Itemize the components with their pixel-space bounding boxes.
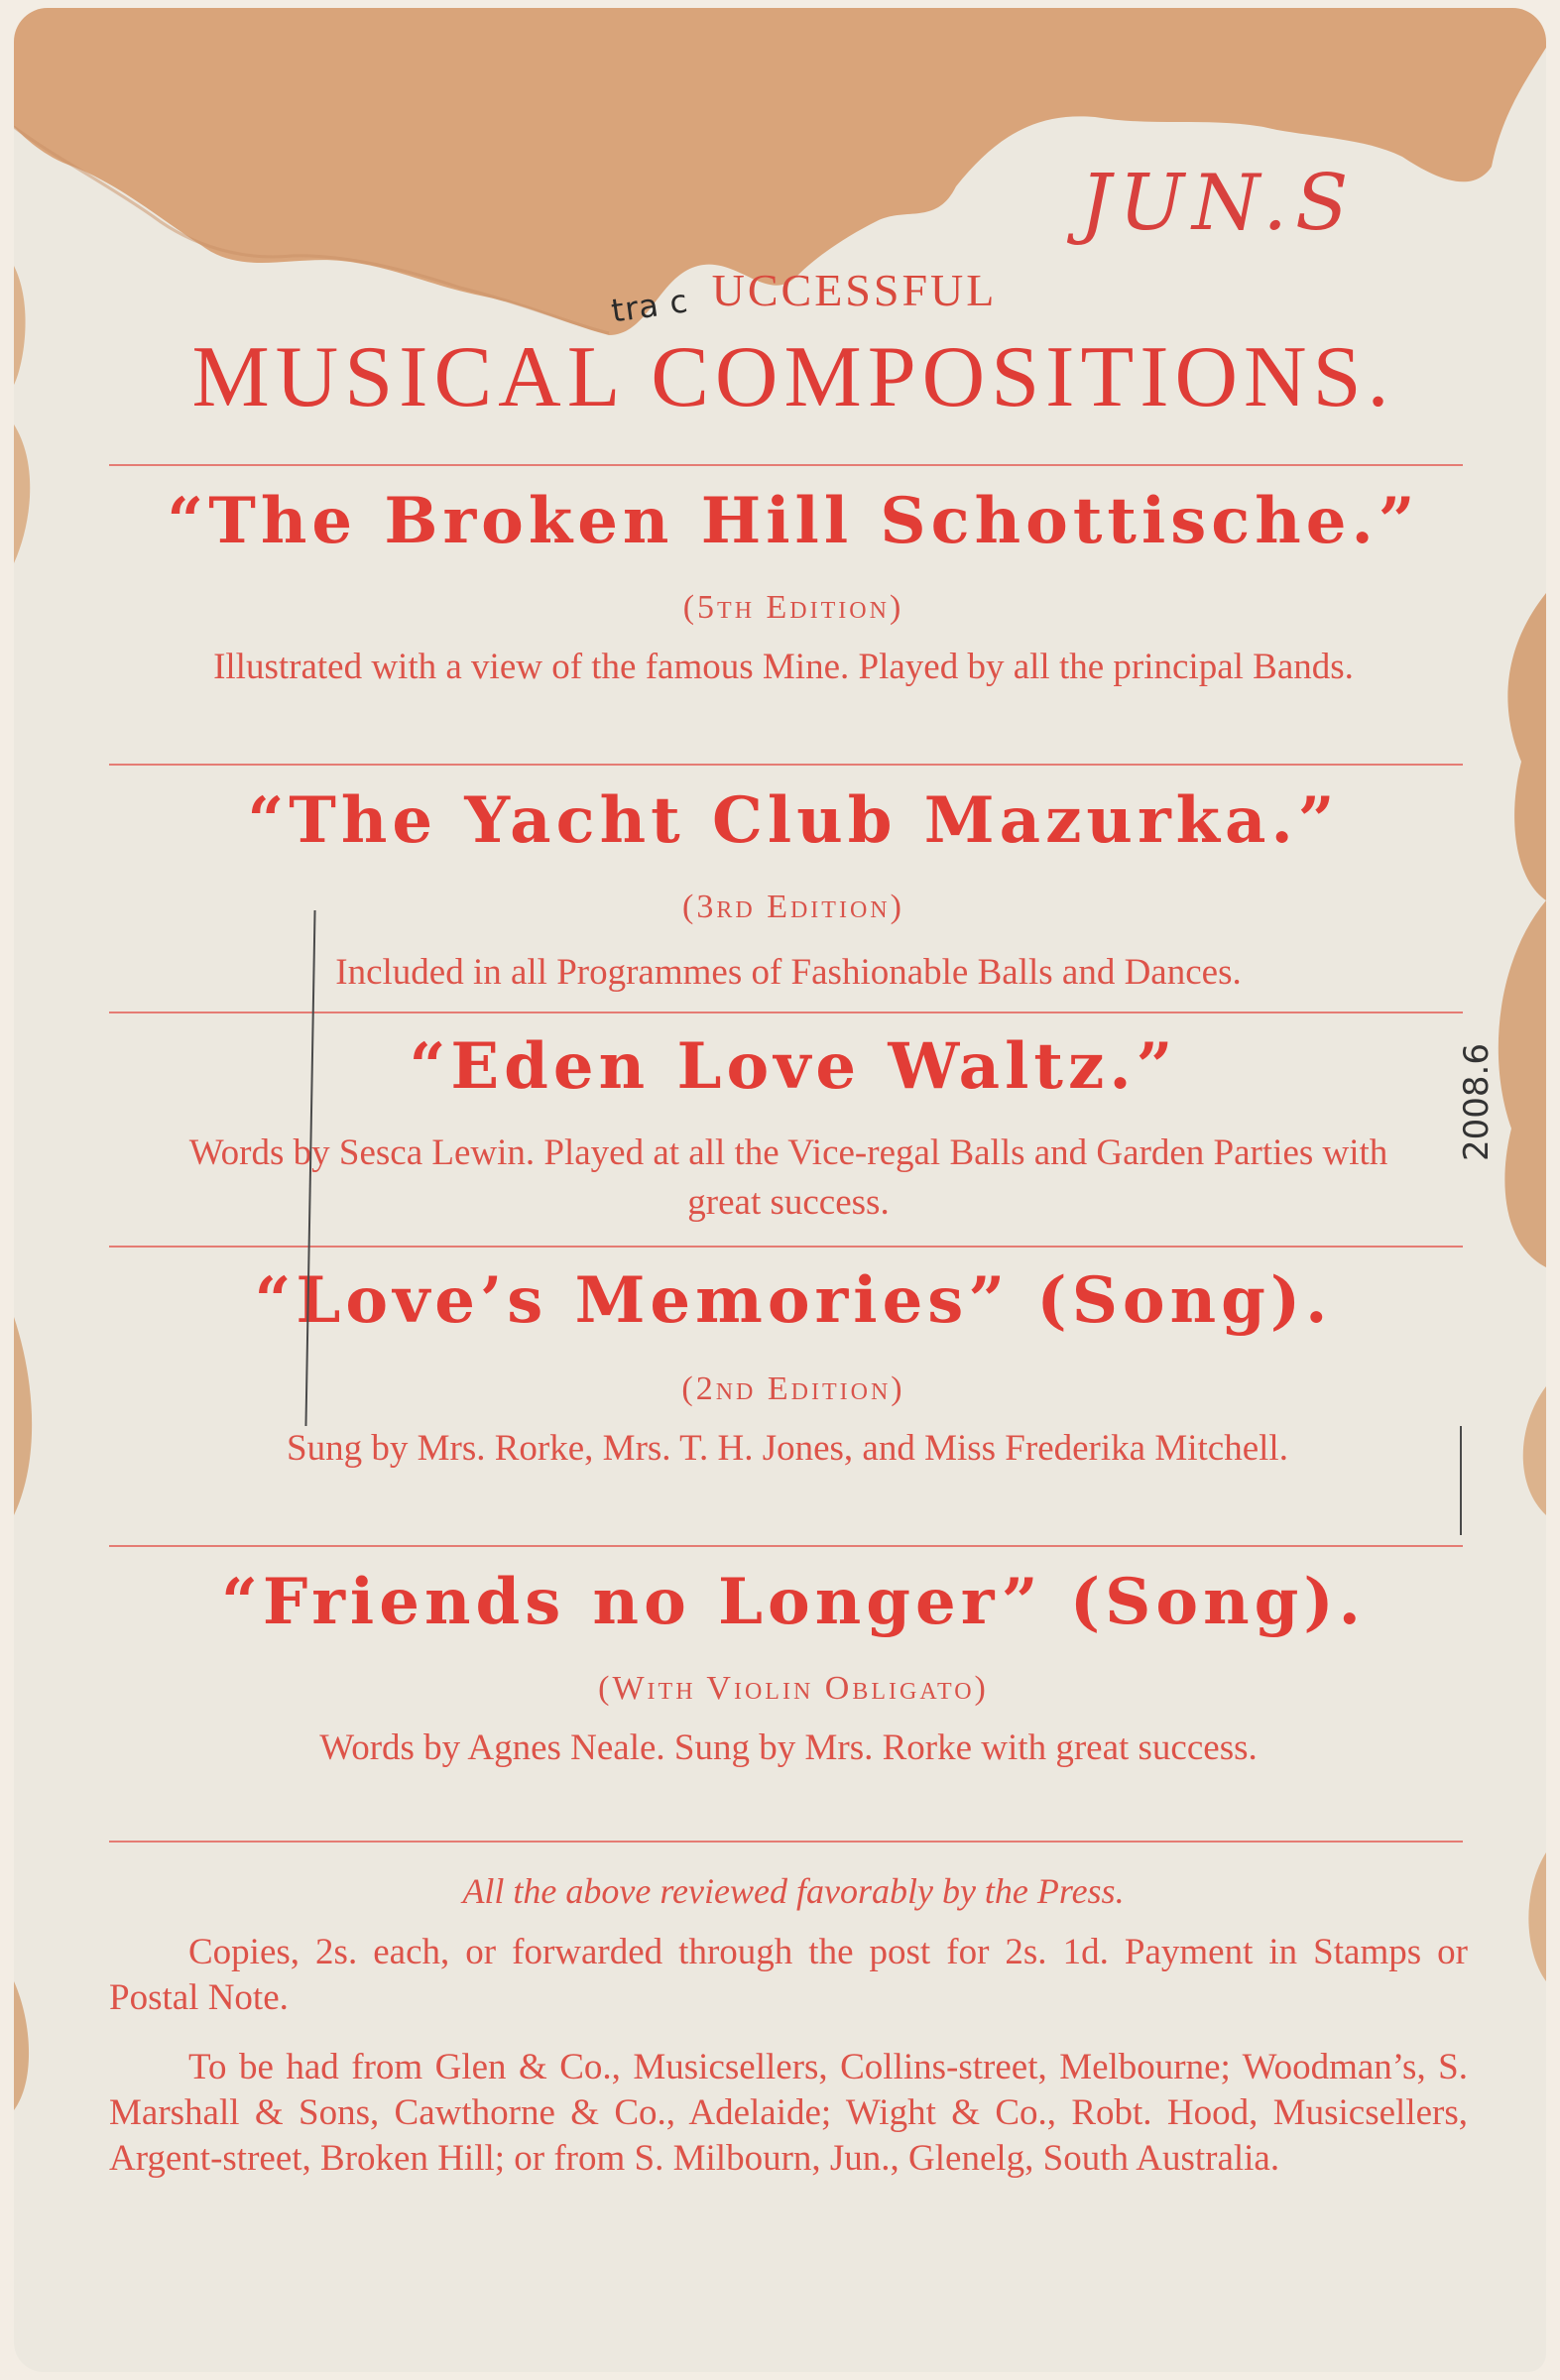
piece-title: “The Yacht Club Mazurka.” xyxy=(247,783,1340,858)
pencil-mark xyxy=(1460,1426,1462,1535)
piece-title: “Eden Love Waltz.” xyxy=(409,1029,1178,1104)
stamp-fragment: ɔ ɐɹʇ xyxy=(608,286,691,335)
handwritten-fragment: JUN.S xyxy=(1080,159,1357,248)
piece-description: Illustrated with a view of the famous Mine. Played by all the principal Bands. xyxy=(213,647,1354,687)
piece-title: “Love’s Memories” (Song). xyxy=(254,1263,1333,1338)
page-title: MUSICAL COMPOSITIONS. xyxy=(191,329,1395,425)
piece-description: Words by Agnes Neale. Sung by Mrs. Rorke with great success. xyxy=(319,1727,1258,1768)
piece-edition: (With Violin Obligato) xyxy=(598,1670,989,1707)
divider xyxy=(109,464,1463,466)
piece-description: Sung by Mrs. Rorke, Mrs. T. H. Jones, and Miss Frederika Mitchell. xyxy=(287,1428,1288,1469)
piece-title: “Friends no Longer” (Song). xyxy=(221,1565,1366,1639)
divider xyxy=(109,764,1463,766)
press-review-note: All the above reviewed favorably by the Press. xyxy=(462,1871,1125,1911)
piece-description: Words by Sesca Lewin. Played at all the Vice-regal Balls and Garden Parties with great success. xyxy=(188,1132,1388,1223)
piece-edition: (3rd Edition) xyxy=(682,889,904,925)
piece-edition: (5th Edition) xyxy=(682,589,904,626)
piece-title: “The Broken Hill Schottische.” xyxy=(167,484,1420,558)
divider xyxy=(109,1841,1463,1843)
accession-number: 2008.6 xyxy=(1457,1043,1497,1161)
piece-description: Included in all Programmes of Fashionable Balls and Dances. xyxy=(335,952,1242,993)
edge-stains-left xyxy=(14,8,83,2372)
price-paragraph: Copies, 2s. each, or forwarded through the post for 2s. 1d. Payment in Stamps or Postal Note. xyxy=(109,1932,1468,2018)
stockists-paragraph: To be had from Glen & Co., Musicsellers, Collins-street, Melbourne; Woodman’s, S. Marshall & Sons, Cawthorne & Co., Adelaide; Wight & Co., Robt. Hood, Musicsellers, Argent-street, Broken Hill; or from S. Milbourn, Jun., Glenelg, South Australia. xyxy=(109,2047,1468,2179)
handbill-page xyxy=(14,8,1546,2372)
divider xyxy=(109,1545,1463,1547)
subheading: UCCESSFUL xyxy=(711,265,998,315)
divider xyxy=(109,1246,1463,1248)
piece-edition: (2nd Edition) xyxy=(681,1370,905,1407)
